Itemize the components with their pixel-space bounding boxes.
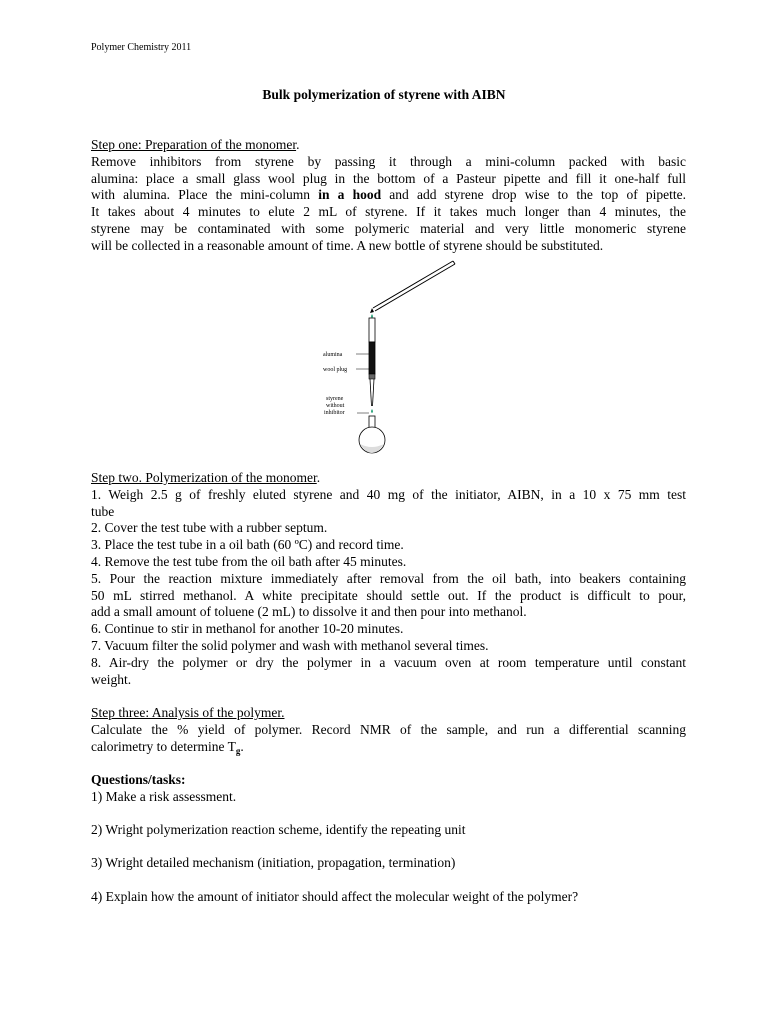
list-item: 5. Pour the reaction mixture immediately after removal from the oil bath, into beakers containing <box>91 570 686 586</box>
label-inhibitor: inhibitor <box>324 410 345 416</box>
step-two-heading: Step two. Polymerization of the monomer. <box>91 470 321 485</box>
question-item: 3) Wright detailed mechanism (initiation, propagation, termination) <box>91 855 456 870</box>
mini-column-figure <box>320 256 460 461</box>
tg-subscript: g <box>235 745 241 756</box>
list-item: 4. Remove the test tube from the oil bath after 45 minutes. <box>91 553 407 569</box>
list-item: weight. <box>91 671 132 687</box>
list-item: 8. Air-dry the polymer or dry the polymer in a vacuum oven at room temperature until constant <box>91 654 686 670</box>
running-header: Polymer Chemistry 2011 <box>91 42 192 53</box>
questions-heading: Questions/tasks: <box>91 772 186 787</box>
question-item: 1) Make a risk assessment. <box>91 789 237 804</box>
paragraph-line: styrene may be contaminated with some polymeric material and very little monomeric styrene <box>91 220 686 236</box>
pasteur-pipette-drawing <box>370 261 455 313</box>
question-item: 2) Wright polymerization reaction scheme, identify the repeating unit <box>91 822 466 837</box>
label-without: without <box>326 403 345 409</box>
question-item: 4) Explain how the amount of initiator should affect the molecular weight of the polymer? <box>91 889 579 904</box>
step-one-paragraph <box>91 154 686 255</box>
mini-column-illustration <box>320 256 460 461</box>
list-item: 2. Cover the test tube with a rubber septum. <box>91 520 328 536</box>
paragraph-line: alumina: place a small glass wool plug in the bottom of a Pasteur pipette and fill it one-half full <box>91 170 686 186</box>
paragraph-line: will be collected in a reasonable amount of time. A new bottle of styrene should be substituted. <box>91 237 604 253</box>
label-alumina: alumina <box>323 352 343 358</box>
list-item: 7. Vacuum filter the solid polymer and wash with methanol several times. <box>91 637 489 653</box>
paragraph-line: with alumina. Place the mini-column in a hood and add styrene drop wise to the top of pipette. <box>91 187 686 203</box>
list-item: tube <box>91 503 115 519</box>
step-two-list <box>91 487 686 689</box>
step-three-paragraph <box>91 722 686 760</box>
list-item: 3. Place the test tube in a oil bath (60 ºC) and record time. <box>91 537 404 553</box>
paragraph-line: Remove inhibitors from styrene by passing it through a mini-column packed with basic <box>91 153 686 169</box>
paragraph-line: calorimetry to determine $T_g$. <box>91 738 244 756</box>
step-one-heading: Step one: Preparation of the monomer. <box>91 137 300 152</box>
list-item: 50 mL stirred methanol. A white precipitate should settle out. If the product is difficult to pour, <box>91 587 686 603</box>
in-a-hood-emphasis: in a hood <box>318 187 382 203</box>
styrene-drop-top <box>371 314 373 318</box>
paragraph-line: It takes about 4 minutes to elute 2 mL of styrene. If it takes much longer than 4 minutes, the <box>91 204 686 220</box>
column-top-glass <box>369 318 375 342</box>
label-wool-plug: wool plug <box>323 367 348 373</box>
paragraph-line: Calculate the % yield of polymer. Record NMR of the sample, and run a differential scanning <box>91 721 686 737</box>
wool-plug <box>369 374 375 379</box>
document-title: Bulk polymerization of styrene with AIBN <box>262 87 506 102</box>
list-item: 1. Weigh 2.5 g of freshly eluted styrene and 40 mg of the initiator, AIBN, in a 10 x 75 mm test <box>91 486 686 502</box>
step-three-section <box>91 705 686 759</box>
styrene-drop-bottom <box>371 409 373 413</box>
step-one-section <box>91 137 686 255</box>
list-item: add a small amount of toluene (2 mL) to dissolve it and then pour into methanol. <box>91 604 527 620</box>
step-three-heading: Step three: Analysis of the polymer. <box>91 705 285 720</box>
list-item: 6. Continue to stir in methanol for another 10-20 minutes. <box>91 621 404 637</box>
alumina-packing <box>369 342 375 374</box>
label-styrene: styrene <box>326 396 344 402</box>
step-two-section <box>91 470 686 688</box>
